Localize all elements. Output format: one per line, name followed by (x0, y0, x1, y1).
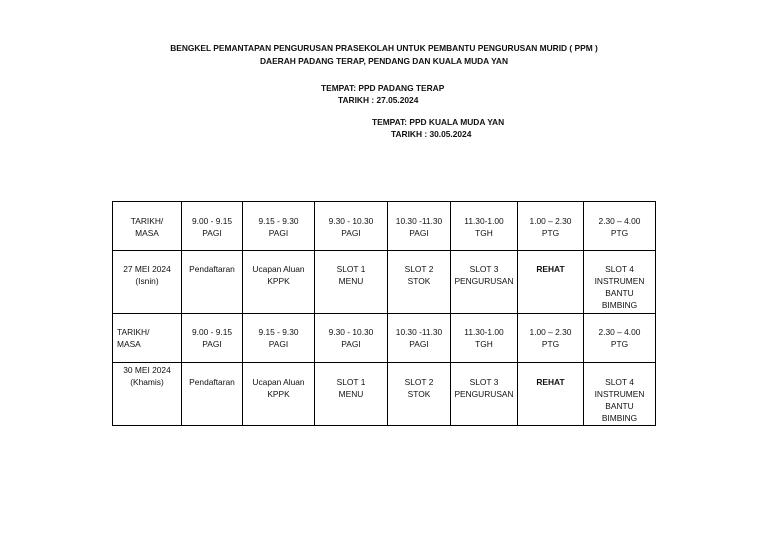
table-cell: 27 MEI 2024 (Isnin) (113, 251, 182, 314)
table-cell: Pendaftaran (182, 251, 243, 314)
table-cell: SLOT 4 INSTRUMEN BANTU BIMBING (584, 363, 656, 426)
table-cell: 10.30 -11.30 PAGI (388, 202, 451, 251)
table-cell: 11.30-1.00 TGH (451, 314, 518, 363)
table-cell: TARIKH/ MASA (113, 314, 182, 363)
table-cell: 30 MEI 2024 (Khamis) (113, 363, 182, 426)
table-cell: 1.00 – 2.30 PTG (518, 314, 584, 363)
venue-1-date: TARIKH : 27.05.2024 (338, 95, 419, 105)
table-cell: SLOT 3 PENGURUSAN (451, 251, 518, 314)
table-cell: 10.30 -11.30 PAGI (388, 314, 451, 363)
table-row-day-2 (113, 363, 656, 426)
table-cell: 9.30 - 10.30 PAGI (315, 202, 388, 251)
schedule-table (112, 201, 656, 426)
table-cell: TARIKH/ MASA (113, 202, 182, 251)
table-cell: SLOT 1 MENU (315, 251, 388, 314)
table-cell: 11.30-1.00 TGH (451, 202, 518, 251)
document-title: BENGKEL PEMANTAPAN PENGURUSAN PRASEKOLAH UNTUK PEMBANTU PENGURUSAN MURID ( PPM ) (170, 43, 598, 53)
table-row-header-2 (113, 314, 656, 363)
table-cell: Ucapan Aluan KPPK (243, 251, 315, 314)
table-row-header-1 (113, 202, 656, 251)
table-cell: 9.00 - 9.15 PAGI (182, 314, 243, 363)
table-cell: 2.30 – 4.00 PTG (584, 314, 656, 363)
table-cell: 9.30 - 10.30 PAGI (315, 314, 388, 363)
table-cell: Ucapan Aluan KPPK (243, 363, 315, 426)
table-cell: REHAT (518, 251, 584, 314)
table-cell: 2.30 – 4.00 PTG (584, 202, 656, 251)
table-cell: 9.15 - 9.30 PAGI (243, 202, 315, 251)
document-subtitle: DAERAH PADANG TERAP, PENDANG DAN KUALA MUDA YAN (259, 56, 508, 66)
table-row-day-1 (113, 251, 656, 314)
table-cell: 1.00 – 2.30 PTG (518, 202, 584, 251)
table-cell: 9.15 - 9.30 PAGI (243, 314, 315, 363)
table-cell: SLOT 2 STOK (388, 251, 451, 314)
table-cell: 9.00 - 9.15 PAGI (182, 202, 243, 251)
table-cell: SLOT 1 MENU (315, 363, 388, 426)
venue-2-place: TEMPAT: PPD KUALA MUDA YAN (372, 117, 505, 127)
table-cell: SLOT 3 PENGURUSAN (451, 363, 518, 426)
venue-2-date: TARIKH : 30.05.2024 (391, 129, 472, 139)
table-cell: SLOT 2 STOK (388, 363, 451, 426)
table-cell: SLOT 4 INSTRUMEN BANTU BIMBING (584, 251, 656, 314)
venue-1-place: TEMPAT: PPD PADANG TERAP (321, 83, 445, 93)
table-cell: Pendaftaran (182, 363, 243, 426)
table-cell: REHAT (518, 363, 584, 426)
